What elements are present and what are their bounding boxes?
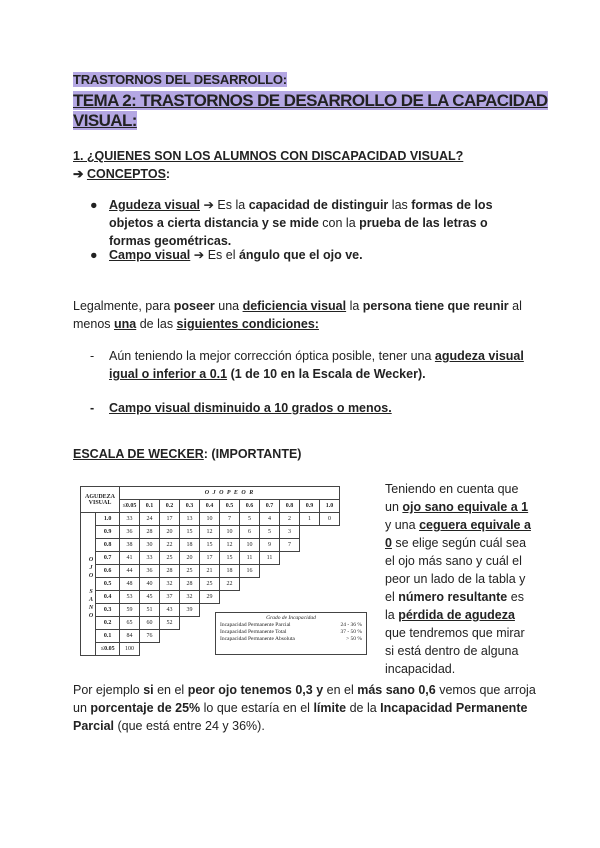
- condition-1: - Aún teniendo la mejor corrección óptica posible, tener una agudeza visual igual o inferior a 0.1 (1 de 10 en la Escala de Wecker).: [90, 349, 524, 381]
- table-cell: 33: [140, 552, 160, 565]
- condition-2: - Campo visual disminuido a 10 grados o menos.: [90, 401, 392, 415]
- column-header: 0.1: [140, 500, 160, 513]
- table-cell: 25: [160, 552, 180, 565]
- bullet-campo: ● Campo visual ➔ Es el ángulo que el ojo ve.: [90, 248, 363, 262]
- table-cell: 2: [280, 513, 300, 526]
- row-header: 0.3: [96, 604, 120, 617]
- example-paragraph: Por ejemplo si en el peor ojo tenemos 0,3 y en el más sano 0,6 vemos que arroja un porcentaje de 25% lo que estaría en el límite de la Incapacidad Permanente Parcial (que está entre 24 y 36%).: [73, 683, 536, 733]
- table-cell: 7: [220, 513, 240, 526]
- row-header: 0.2: [96, 617, 120, 630]
- legend-row: Incapacidad Permanente Total 37 - 50 %: [220, 629, 362, 635]
- table-cell: 22: [220, 578, 240, 591]
- column-header: 0.6: [240, 500, 260, 513]
- table-cell: 33: [120, 513, 140, 526]
- table-header-row: [81, 487, 340, 500]
- table-cell: [220, 591, 240, 604]
- table-cell: 25: [200, 578, 220, 591]
- table-cell: 17: [160, 513, 180, 526]
- table-cell: 37: [160, 591, 180, 604]
- table-cell: 43: [160, 604, 180, 617]
- concepts-heading: ➔ CONCEPTOS:: [73, 167, 171, 181]
- table-cell: 40: [140, 578, 160, 591]
- table-cell: 53: [120, 591, 140, 604]
- table-cell: 76: [140, 630, 160, 643]
- table-cell: 36: [140, 565, 160, 578]
- table-cell: 45: [140, 591, 160, 604]
- table-cell: 38: [120, 539, 140, 552]
- legend-title: Grado de Incapacidad: [266, 615, 316, 621]
- table-cell: 12: [220, 539, 240, 552]
- table-cell: 10: [240, 539, 260, 552]
- table-cell: 7: [280, 539, 300, 552]
- table-cell: 36: [120, 526, 140, 539]
- table-cell: 32: [180, 591, 200, 604]
- table-cell: [320, 565, 340, 578]
- row-header: 0.8: [96, 539, 120, 552]
- column-header: 0.2: [160, 500, 180, 513]
- table-cell: 1: [300, 513, 320, 526]
- section-title: 1. ¿QUIENES SON LOS ALUMNOS CON DISCAPACIDAD VISUAL?: [73, 149, 464, 163]
- table-cell: 39: [180, 604, 200, 617]
- table-cell: 100: [120, 643, 140, 656]
- legend-row: Incapacidad Permanente Parcial 24 - 36 %: [220, 622, 362, 628]
- table-cell: 9: [260, 539, 280, 552]
- table-cell: [280, 578, 300, 591]
- table-cell: 13: [180, 513, 200, 526]
- table-cell: 41: [120, 552, 140, 565]
- row-header: 0.6: [96, 565, 120, 578]
- subject-title: TRASTORNOS DEL DESARROLLO:: [73, 72, 287, 87]
- table-cell: [320, 578, 340, 591]
- column-header: 0.7: [260, 500, 280, 513]
- table-cell: 5: [260, 526, 280, 539]
- table-corner: AGUDEZA VISUAL: [81, 487, 120, 513]
- bullet-dot-icon: ●: [90, 248, 98, 262]
- table-cell: 60: [140, 617, 160, 630]
- table-cell: 3: [280, 526, 300, 539]
- table-cell: [320, 539, 340, 552]
- column-header: 1.0: [320, 500, 340, 513]
- table-cell: 5: [240, 513, 260, 526]
- table-row: [81, 565, 340, 578]
- row-header: 0.5: [96, 578, 120, 591]
- table-cell: [180, 617, 200, 630]
- table-cell: 10: [220, 526, 240, 539]
- ojo-peor-header: O J O P E O R: [120, 487, 340, 500]
- table-cell: 6: [240, 526, 260, 539]
- table-cell: [320, 526, 340, 539]
- table-cell: 18: [220, 565, 240, 578]
- ojo-sano-label: O J O S A N O: [88, 557, 94, 619]
- table-cell: 59: [120, 604, 140, 617]
- table-cell: [320, 552, 340, 565]
- table-cell: [260, 578, 280, 591]
- table-row: [81, 513, 340, 526]
- table-cell: [300, 578, 320, 591]
- table-cell: 20: [180, 552, 200, 565]
- table-cell: [180, 630, 200, 643]
- table-cell: [300, 526, 320, 539]
- column-header: 0.8: [280, 500, 300, 513]
- table-cell: [160, 630, 180, 643]
- table-row: [81, 578, 340, 591]
- table-cell: 28: [180, 578, 200, 591]
- table-cell: 15: [180, 526, 200, 539]
- legend-row: Incapacidad Permanente Absoluta > 50 %: [220, 636, 362, 642]
- bullet-agudeza: ● Agudeza visual ➔ Es la capacidad de distinguir las formas de los objetos a cierta distancia y se mide con la prueba de las letras o formas geométricas.: [90, 198, 493, 248]
- table-cell: 22: [160, 539, 180, 552]
- table-cell: 28: [140, 526, 160, 539]
- table-cell: 11: [260, 552, 280, 565]
- table-row: [81, 591, 340, 604]
- table-cell: [180, 643, 200, 656]
- table-cell: 21: [200, 565, 220, 578]
- table-cell: 4: [260, 513, 280, 526]
- topic-title: TEMA 2: TRASTORNOS DE DESARROLLO DE LA CAPACIDAD VISUAL:: [73, 91, 548, 130]
- scale-explanation: Teniendo en cuenta que un ojo sano equivale a 1 y una ceguera equivale a 0 se elige según cuál sea el ojo más sano y cuál el peor un lado de la tabla y el número resultante es la pérdida de agudeza que tendremos que mirar si está dentro de alguna incapacidad.: [385, 482, 531, 676]
- table-cell: 52: [160, 617, 180, 630]
- table-header-row: [81, 500, 340, 513]
- table-cell: [300, 565, 320, 578]
- table-cell: [300, 539, 320, 552]
- table-cell: 16: [240, 565, 260, 578]
- row-header: 1.0: [96, 513, 120, 526]
- table-row: [81, 526, 340, 539]
- table-cell: [300, 552, 320, 565]
- row-header: ≤0.05: [96, 643, 120, 656]
- table-cell: 24: [140, 513, 160, 526]
- table-cell: 17: [200, 552, 220, 565]
- bullet-dot-icon: ●: [90, 198, 98, 212]
- table-cell: 20: [160, 526, 180, 539]
- table-cell: 10: [200, 513, 220, 526]
- table-cell: [320, 591, 340, 604]
- table-cell: [160, 643, 180, 656]
- table-cell: 29: [200, 591, 220, 604]
- table-cell: 84: [120, 630, 140, 643]
- table-cell: 51: [140, 604, 160, 617]
- row-header: 0.9: [96, 526, 120, 539]
- column-header: 0.9: [300, 500, 320, 513]
- table-cell: 30: [140, 539, 160, 552]
- table-row: [81, 539, 340, 552]
- table-cell: 11: [240, 552, 260, 565]
- row-header: 0.7: [96, 552, 120, 565]
- table-cell: 15: [200, 539, 220, 552]
- table-cell: 48: [120, 578, 140, 591]
- table-cell: 15: [220, 552, 240, 565]
- table-cell: 28: [160, 565, 180, 578]
- table-cell: 0: [320, 513, 340, 526]
- table-cell: 32: [160, 578, 180, 591]
- table-cell: [260, 565, 280, 578]
- table-cell: 12: [200, 526, 220, 539]
- column-header: ≤0.05: [120, 500, 140, 513]
- table-cell: [260, 591, 280, 604]
- column-header: 0.4: [200, 500, 220, 513]
- dash-icon: -: [90, 349, 95, 363]
- incapacity-legend: [215, 612, 367, 655]
- table-cell: 65: [120, 617, 140, 630]
- table-cell: [280, 591, 300, 604]
- table-cell: [300, 591, 320, 604]
- table-cell: 25: [180, 565, 200, 578]
- row-header: 0.4: [96, 591, 120, 604]
- column-header: 0.3: [180, 500, 200, 513]
- legal-paragraph: Legalmente, para poseer una deficiencia visual la persona tiene que reunir al menos una de las siguientes condiciones:: [73, 299, 522, 331]
- table-cell: [240, 578, 260, 591]
- table-row: [81, 552, 340, 565]
- column-header: 0.5: [220, 500, 240, 513]
- table-cell: [140, 643, 160, 656]
- table-cell: 18: [180, 539, 200, 552]
- table-cell: [280, 552, 300, 565]
- row-header: 0.1: [96, 630, 120, 643]
- table-cell: 44: [120, 565, 140, 578]
- escala-heading: ESCALA DE WECKER: (IMPORTANTE): [73, 447, 302, 461]
- dash-icon: -: [90, 401, 95, 415]
- table-cell: [280, 565, 300, 578]
- table-cell: [240, 591, 260, 604]
